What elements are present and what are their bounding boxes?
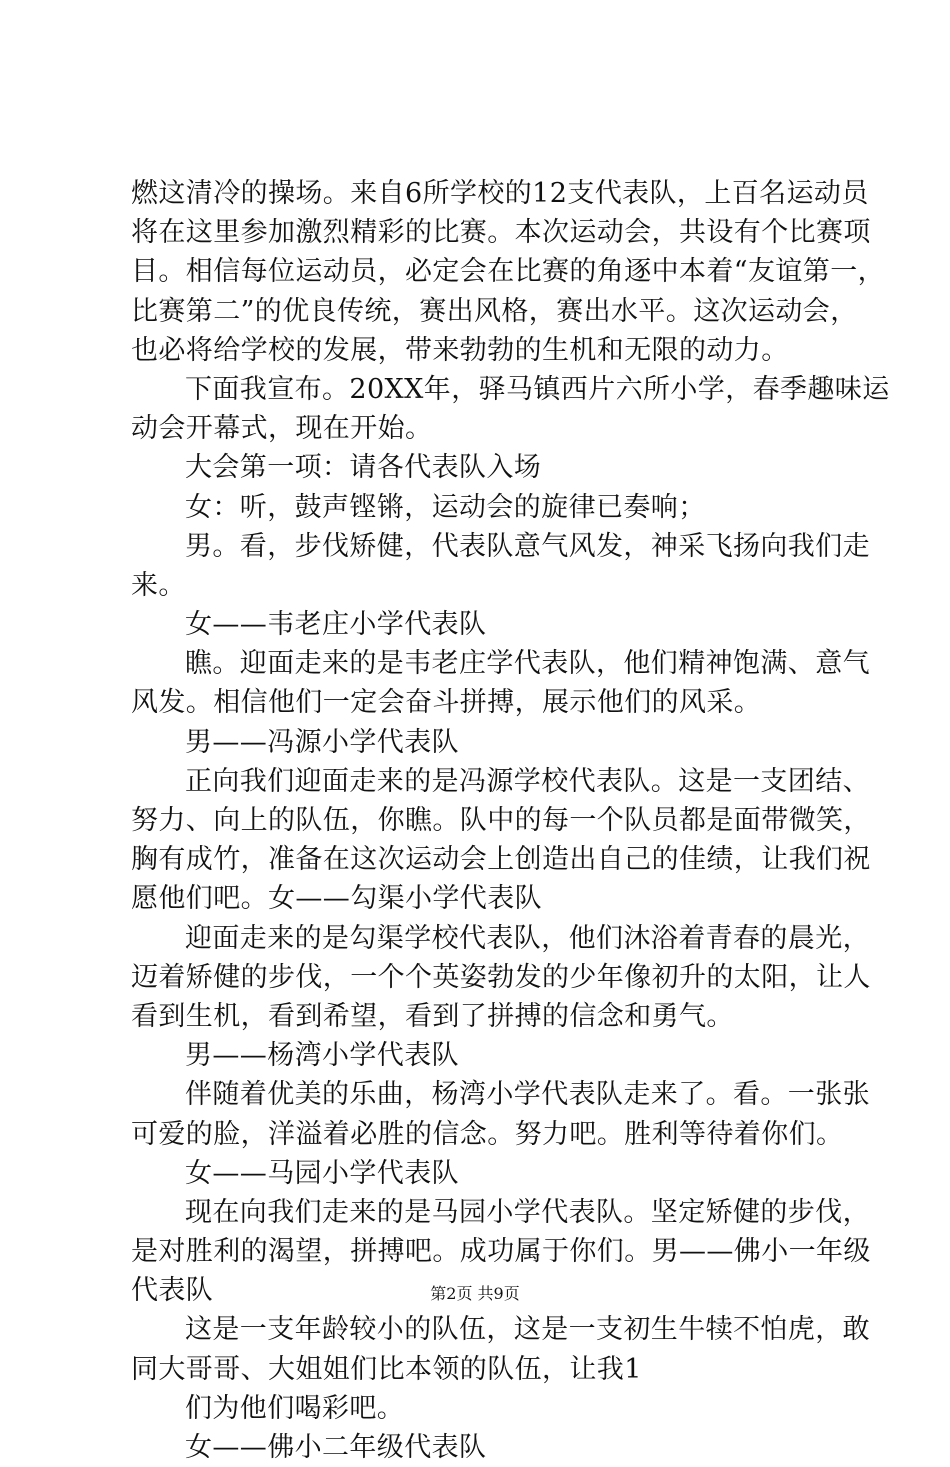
text-line: 女——马园小学代表队 [185,1157,459,1189]
text-line: 下面我宣布。20XX年，驿马镇西片六所小学，春季趣味运 [185,373,890,405]
text-line: 伴随着优美的乐曲，杨湾小学代表队走来了。看。一张张 [185,1079,870,1111]
text-line: 男。看，步伐矫健，代表队意气风发，神采飞扬向我们走 [185,530,870,562]
text-line: 迎面走来的是勾渠学校代表队，他们沐浴着青春的晨光， [185,922,870,954]
text-line: 也必将给学校的发展，带来勃勃的生机和无限的动力。 [131,334,789,366]
text-line: 来。 [131,569,186,601]
text-line: 大会第一项：请各代表队入场 [185,452,542,484]
text-line: 愿他们吧。女——勾渠小学代表队 [131,883,542,915]
document-body [131,174,890,1467]
text-line: 迈着矫健的步伐，一个个英姿勃发的少年像初升的太阳，让人 [131,961,871,993]
text-line: 男——杨湾小学代表队 [185,1040,459,1072]
text-line: 代表队 [131,1275,214,1307]
text-line: 看到生机，看到希望，看到了拼搏的信念和勇气。 [131,1000,734,1032]
text-line: 男——冯源小学代表队 [185,726,459,758]
text-line: 胸有成竹，准备在这次运动会上创造出自己的佳绩，让我们祝 [131,844,871,876]
text-line: 燃这清冷的操场。来自6所学校的12支代表队，上百名运动员 [131,178,869,209]
text-line: 目。相信每位运动员，必定会在比赛的角逐中本着“友谊第一， [131,256,886,288]
text-line: 比赛第二”的优良传统，赛出风格，赛出水平。这次运动会， [131,295,858,327]
text-line: 瞧。迎面走来的是韦老庄学代表队，他们精神饱满、意气 [185,648,870,680]
text-line: 们为他们喝彩吧。 [185,1392,405,1424]
text-line: 现在向我们走来的是马园小学代表队。坚定矫健的步伐， [185,1196,870,1228]
text-line: 将在这里参加激烈精彩的比赛。本次运动会，共设有个比赛项 [131,217,871,249]
text-line: 女——佛小二年级代表队 [185,1432,487,1463]
text-line: 可爱的脸，洋溢着必胜的信念。努力吧。胜利等待着你们。 [131,1118,844,1150]
text-line: 这是一支年龄较小的队伍，这是一支初生牛犊不怕虎，敢 [185,1314,870,1346]
text-line: 同大哥哥、大姐姐们比本领的队伍，让我1 [131,1353,642,1385]
text-line: 女：听，鼓声铿锵，运动会的旋律已奏响； [185,491,706,523]
text-line: 动会开幕式，现在开始。 [131,413,433,445]
text-line: 女——韦老庄小学代表队 [185,609,487,641]
text-line: 努力、向上的队伍，你瞧。队中的每一个队员都是面带微笑， [131,805,871,836]
text-line: 正向我们迎面走来的是冯源学校代表队。这是一支团结、 [185,765,870,797]
text-line: 是对胜利的渴望，拼搏吧。成功属于你们。男——佛小一年级 [131,1236,871,1268]
text-line: 风发。相信他们一定会奋斗拼搏，展示他们的风采。 [131,687,762,719]
page-footer: 第2页 共9页 [430,1284,520,1303]
